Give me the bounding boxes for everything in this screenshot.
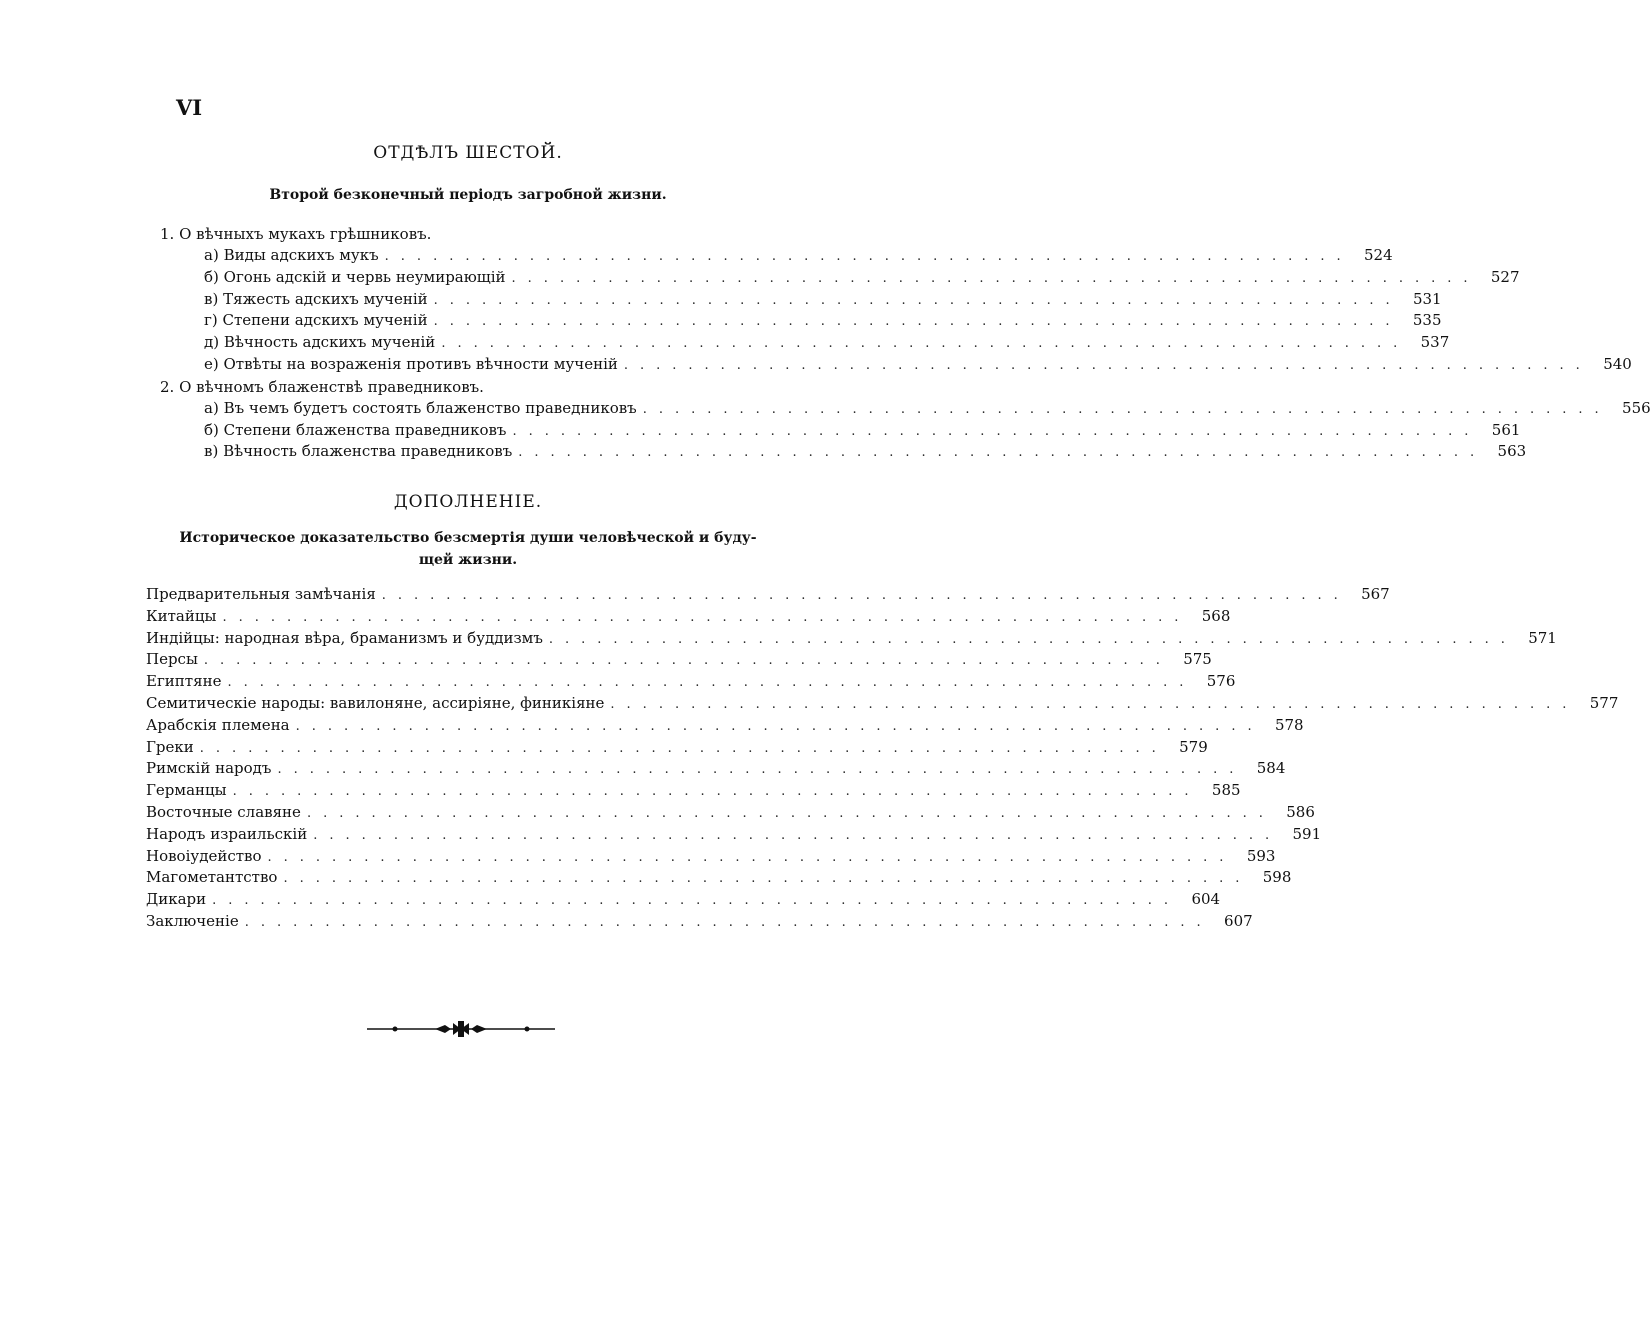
toc-entry-page: 561 xyxy=(1491,420,1521,439)
toc-leader-dots: ............................................................ xyxy=(232,784,1201,800)
toc-entry-label: г) Степени адскихъ мученій xyxy=(204,311,428,330)
toc-leader-dots: ............................................................ xyxy=(199,740,1168,756)
toc-entry xyxy=(146,911,1253,933)
toc-entry xyxy=(146,693,1619,715)
toc-leader-dots: ............................................................ xyxy=(244,914,1213,930)
toc-entry-page: 578 xyxy=(1274,715,1304,734)
toc-leader-dots: ............................................................ xyxy=(433,314,1402,330)
toc-leader-dots: ............................................................ xyxy=(441,336,1410,352)
toc-leader-dots: ............................................................ xyxy=(384,249,1353,264)
toc-entry-page: 593 xyxy=(1246,846,1276,865)
toc-entry xyxy=(204,267,1520,289)
toc-entry-page: 584 xyxy=(1256,759,1286,778)
toc-entry-page: 531 xyxy=(1412,289,1442,308)
toc-entry-page: 567 xyxy=(1361,585,1390,603)
section-title: ОТДѢЛЪ ШЕСТОЙ. xyxy=(373,143,563,163)
toc-entry xyxy=(146,584,1390,606)
toc-leader-dots: ............................................................ xyxy=(295,718,1264,734)
toc-entry xyxy=(146,846,1276,868)
toc-entry-label: Народъ израильскій xyxy=(146,824,308,843)
toc-leader-dots: ............................................................ xyxy=(512,423,1481,439)
toc-entry xyxy=(204,245,1393,267)
toc-entry-page: 579 xyxy=(1179,737,1208,756)
toc-entry-label: Персы xyxy=(146,650,198,669)
toc-entry-page: 563 xyxy=(1497,442,1527,461)
toc-entry-page: 576 xyxy=(1206,672,1236,691)
toc-leader-dots: ............................................................ xyxy=(267,849,1236,865)
toc-entry-page: 556 xyxy=(1622,398,1651,417)
toc-entry xyxy=(146,758,1286,780)
toc-leader-dots: ............................................................ xyxy=(222,609,1191,625)
toc-entry-label: Восточные славяне xyxy=(146,802,301,821)
page-number: VI xyxy=(176,95,203,120)
toc-entry-label: в) Вѣчность блаженства праведниковъ xyxy=(204,442,513,461)
toc-leader-dots: ............................................................ xyxy=(203,653,1172,669)
toc-entry-label: Египтяне xyxy=(146,672,222,691)
toc-leader-dots: ............................................................ xyxy=(306,805,1275,821)
addendum-title: ДОПОЛНЕНІЕ. xyxy=(393,492,543,512)
toc-entry-label: Римскій народъ xyxy=(146,759,272,778)
toc-entry-label: б) Огонь адскій и червь неумирающій xyxy=(204,267,506,286)
addendum-subtitle xyxy=(147,527,789,571)
toc-leader-dots: ............................................................ xyxy=(433,292,1402,308)
toc-entry-page: 607 xyxy=(1224,911,1253,930)
addendum-subtitle-line2: щей жизни. xyxy=(418,552,518,568)
toc-entry xyxy=(204,332,1450,354)
toc-group-heading: 2. О вѣчномъ блаженствѣ праведниковъ. xyxy=(160,377,484,396)
toc-entry-page: 586 xyxy=(1286,802,1315,821)
toc-entry-label: Индійцы: народная вѣра, браманизмъ и буддизмъ xyxy=(146,628,543,647)
toc-entry xyxy=(204,310,1442,332)
toc-entry-page: 535 xyxy=(1412,311,1442,330)
toc-entry-label: а) Въ чемъ будетъ состоять блаженство праведниковъ xyxy=(204,398,637,417)
toc-leader-dots: ............................................................ xyxy=(623,357,1592,373)
toc-entry xyxy=(146,737,1208,759)
section-subtitle: Второй безконечный періодъ загробной жизни. xyxy=(269,187,667,203)
toc-entry xyxy=(204,441,1527,463)
toc-entry-page: 571 xyxy=(1528,628,1557,647)
toc-entry xyxy=(204,398,1651,420)
toc-entry-label: е) Отвѣты на возраженія противъ вѣчности мученій xyxy=(204,354,618,373)
toc-entry-label: д) Вѣчность адскихъ мученій xyxy=(204,333,436,352)
toc-entry xyxy=(204,420,1521,442)
toc-entry xyxy=(204,354,1632,376)
toc-entry xyxy=(146,715,1304,737)
toc-entry xyxy=(146,824,1322,846)
toc-entry-label: а) Виды адскихъ мукъ xyxy=(204,246,379,264)
toc-entry-page: 585 xyxy=(1211,781,1241,800)
toc-entry xyxy=(146,867,1292,889)
toc-entry-label: Греки xyxy=(146,737,194,756)
toc-entry-label: Новоіудейство xyxy=(146,846,262,865)
toc-entry-page: 524 xyxy=(1363,246,1393,264)
ornament-divider-icon xyxy=(365,1017,557,1041)
toc-entry-page: 568 xyxy=(1201,606,1231,625)
toc-entry-page: 540 xyxy=(1603,354,1632,373)
toc-entry-label: б) Степени блаженства праведниковъ xyxy=(204,420,507,439)
toc-leader-dots: ............................................................ xyxy=(212,893,1181,909)
toc-entry-label: Магометантство xyxy=(146,868,278,887)
toc-entry-page: 604 xyxy=(1191,890,1221,909)
toc-entry-label: Германцы xyxy=(146,781,227,800)
toc-entry-label: Арабскія племена xyxy=(146,715,290,734)
toc-entry-label: в) Тяжесть адскихъ мученій xyxy=(204,289,428,308)
section-toc xyxy=(160,223,1651,463)
toc-leader-dots: ............................................................ xyxy=(610,696,1579,712)
toc-entry xyxy=(146,671,1236,693)
toc-entry-page: 591 xyxy=(1292,824,1322,843)
toc-entry xyxy=(146,606,1231,628)
toc-entry xyxy=(146,649,1212,671)
toc-entry-page: 575 xyxy=(1183,650,1212,669)
toc-leader-dots: ............................................................ xyxy=(518,445,1487,461)
toc-leader-dots: ............................................................ xyxy=(313,827,1282,843)
toc-entry-label: Китайцы xyxy=(146,606,217,625)
toc-leader-dots: ............................................................ xyxy=(227,675,1196,691)
toc-entry-page: 598 xyxy=(1262,868,1292,887)
toc-leader-dots: ............................................................ xyxy=(511,270,1480,286)
toc-entry-label: Заключеніе xyxy=(146,911,239,930)
toc-entry-page: 527 xyxy=(1490,267,1520,286)
toc-group-heading: 1. О вѣчныхъ мукахъ грѣшниковъ. xyxy=(160,225,432,243)
toc-entry-label: Семитическіе народы: вавилоняне, ассиріяне, финикіяне xyxy=(146,693,605,712)
toc-leader-dots: ............................................................ xyxy=(277,762,1246,778)
toc-entry xyxy=(204,289,1442,311)
toc-leader-dots: ............................................................ xyxy=(283,871,1252,887)
toc-entry-page: 577 xyxy=(1589,693,1619,712)
addendum-toc xyxy=(146,584,1619,933)
toc-leader-dots: ............................................................ xyxy=(548,631,1517,647)
toc-entry xyxy=(146,628,1557,650)
toc-entry xyxy=(146,780,1241,802)
toc-entry xyxy=(146,802,1315,824)
toc-entry-label: Дикари xyxy=(146,890,207,909)
toc-leader-dots: ............................................................ xyxy=(381,588,1350,603)
addendum-subtitle-line1: Историческое доказательство безсмертія души человѣческой и буду- xyxy=(179,530,757,546)
toc-entry-page: 537 xyxy=(1420,333,1450,352)
toc-entry-label: Предварительныя замѣчанія xyxy=(146,585,376,603)
toc-leader-dots: ............................................................ xyxy=(642,401,1611,417)
toc-entry xyxy=(146,889,1221,911)
